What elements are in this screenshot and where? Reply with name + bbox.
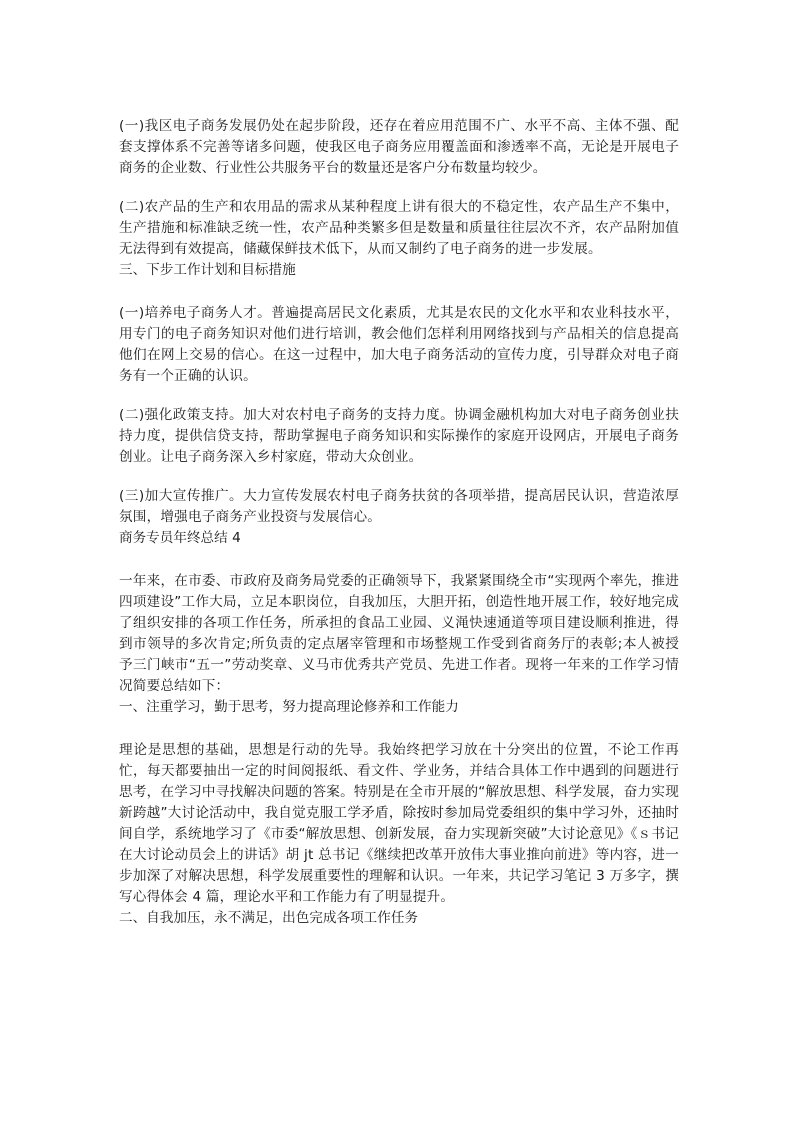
document-title: 商务专员年终总结 4 (119, 530, 241, 546)
section-heading-plan: 三、下步工作计划和目标措施 (119, 262, 296, 278)
paragraph-plan-1: (一)培养电子商务人才。普遍提高居民文化素质，尤其是农民的文化水平和农业科技水平，用专门的电子商务知识对他们进行培训，教会他们怎样利用网络找到与产品相关的信息提高他们在网上交易的信心。在这一过程中，加大电子商务活动的宣传力度，引导群众对电子商务有一个正确的认识。 (119, 305, 679, 384)
paragraph-study: 理论是思想的基础，思想是行动的先导。我始终把学习放在十分突出的位置，不论工作再忙，每天都要抽出一定的时间阅报纸、看文件、学业务，并结合具体工作中遇到的问题进行思考，在学习中寻找解决问题的答案。特别是在全市开展的“解放思想、科学发展，奋力实现新跨越”大讨论活动中，我自觉克服工学矛盾，除按时参加局党委组织的集中学习外，还抽时间自学，系统地学习了《市委“解放思想、创新发展，奋力实现新突破”大讨论意见》《ｓ书记在大讨论动员会上的讲话》胡 jt 总书记《继续把改革开放伟大事业推向前进》等内容，进一步加深了对解决思想，科学发展重要性的理解和认识。一年来，共记学习笔记 3 万多字，撰写心得体会 4 篇，理论水平和工作能力有了明显提升。 (119, 742, 679, 905)
paragraph-problem-1: (一)我区电子商务发展仍处在起步阶段，还存在着应用范围不广、水平不高、主体不强、配套支撑体系不完善等诸多问题，使我区电子商务应用覆盖面和渗透率不高，无论是开展电子商务的企业数、行业性公共服务平台的数量还是客户分布数量均较少。 (119, 118, 679, 176)
section-heading-work: 二、自我加压，永不满足，出色完成各项工作任务 (119, 910, 419, 926)
paragraph-problem-2: (二)农产品的生产和农用品的需求从某种程度上讲有很大的不稳定性，农产品生产不集中，生产措施和标准缺乏统一性，农产品种类繁多但是数量和质量往往层次不齐，农产品附加值无法得到有效提高，储藏保鲜技术低下，从而又制约了电子商务的进一步发展。 (119, 199, 679, 257)
paragraph-intro: 一年来，在市委、市政府及商务局党委的正确领导下，我紧紧围绕全市“实现两个率先，推进四项建设”工作大局，立足本职岗位，自我加压，大胆开拓，创造性地开展工作，较好地完成了组织安排的各项工作任务，所承担的食品工业园、义渑快速通道等项目建设顺利推进，得到市领导的多次肯定;所负责的定点屠宰管理和市场整规工作受到省商务厅的表彰;本人被授予三门峡市“五一”劳动奖章、义马市优秀共产党员、先进工作者。现将一年来的工作学习情况简要总结如下： (119, 573, 679, 694)
section-heading-study: 一、注重学习，勤于思考，努力提高理论修养和工作能力 (119, 699, 459, 715)
paragraph-plan-3: (三)加大宣传推广。大力宣传发展农村电子商务扶贫的各项举措，提高居民认识，营造浓厚氛围，增强电子商务产业投资与发展信心。 (119, 488, 679, 525)
paragraph-plan-2: (二)强化政策支持。加大对农村电子商务的支持力度。协调金融机构加大对电子商务创业扶持力度，提供信贷支持，帮助掌握电子商务知识和实际操作的家庭开设网店，开展电子商务创业。让电子商务深入乡村家庭，带动大众创业。 (119, 407, 679, 465)
document-page (119, 116, 679, 929)
